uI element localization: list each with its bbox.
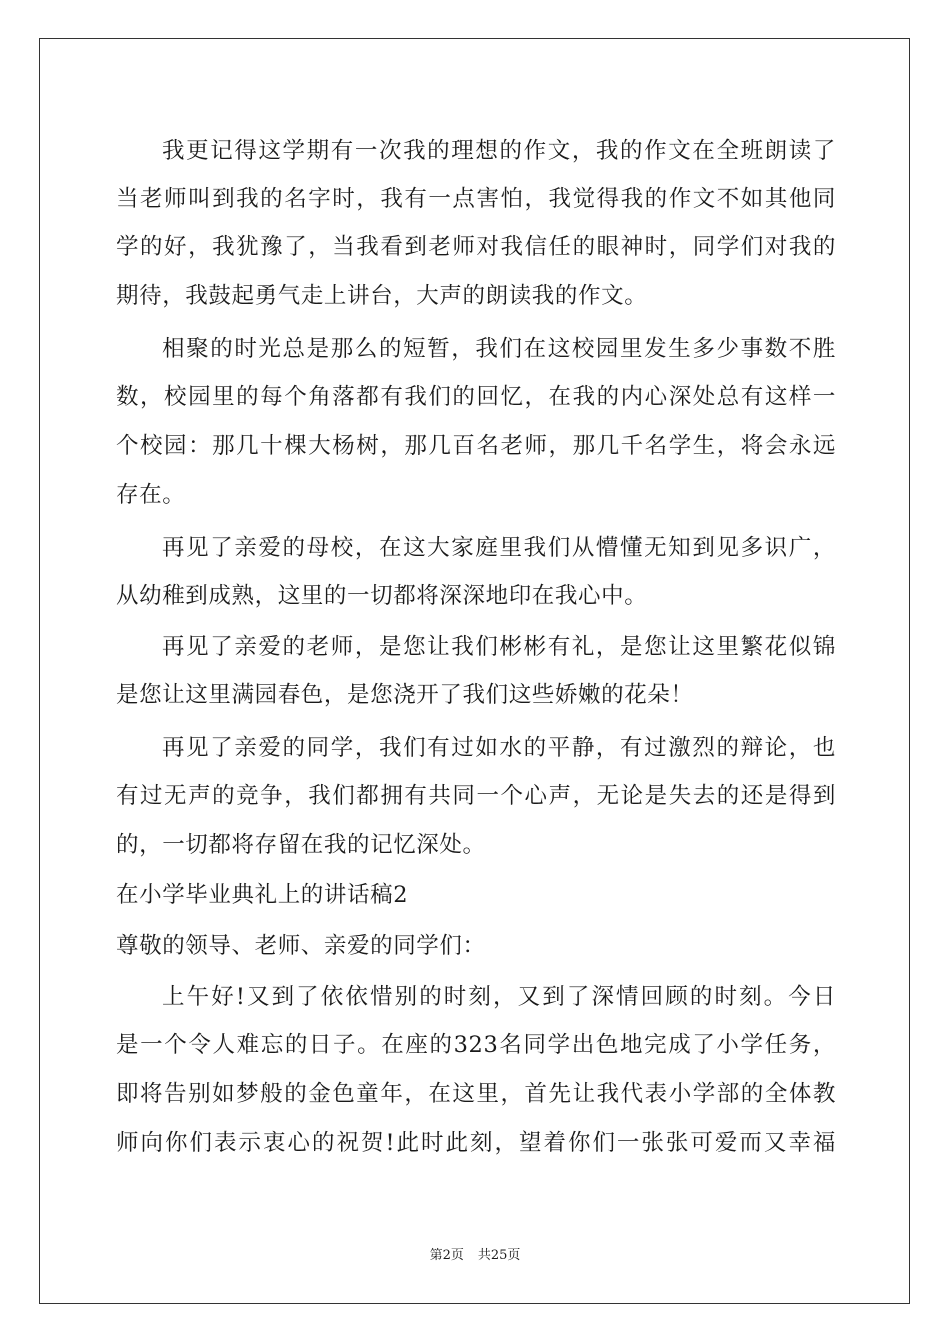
paragraph-line: 上午好!又到了依依惜别的时刻，又到了深情回顾的时刻。今日 (162, 984, 836, 1010)
paragraph-line: 再见了亲爱的老师，是您让我们彬彬有礼，是您让这里繁花似锦 (162, 634, 836, 660)
paragraph-line: 即将告别如梦般的金色童年，在这里，首先让我代表小学部的全体教 (116, 1081, 836, 1107)
paragraph-line: 从幼稚到成熟，这里的一切都将深深地印在我心中。 (116, 583, 648, 609)
section-heading: 在小学毕业典礼上的讲话稿2 (116, 882, 409, 908)
page-number: 第2页 (429, 1248, 464, 1263)
paragraph-line: 再见了亲爱的母校，在这大家庭里我们从懵懂无知到见多识广， (162, 535, 836, 561)
page-border (39, 38, 910, 1304)
paragraph-line: 师向你们表示衷心的祝贺!此时此刻，望着你们一张张可爱而又幸福 (116, 1130, 836, 1156)
paragraph-line: 当老师叫到我的名字时，我有一点害怕，我觉得我的作文不如其他同 (116, 186, 836, 212)
paragraph-line: 是一个令人难忘的日子。在座的323名同学出色地完成了小学任务， (116, 1032, 836, 1058)
paragraph-line: 个校园：那几十棵大杨树，那几百名老师，那几千名学生，将会永远 (116, 433, 836, 459)
paragraph-line: 有过无声的竞争，我们都拥有共同一个心声，无论是失去的还是得到 (116, 783, 836, 809)
paragraph-line: 的，一切都将存留在我的记忆深处。 (116, 832, 486, 858)
paragraph-line: 期待，我鼓起勇气走上讲台，大声的朗读我的作文。 (116, 283, 648, 309)
salutation: 尊敬的领导、老师、亲爱的同学们： (116, 933, 486, 959)
paragraph-line: 是您让这里满园春色，是您浇开了我们这些娇嫩的花朵！ (116, 682, 694, 708)
page-total: 共25页 (477, 1248, 521, 1263)
page-footer (0, 1248, 950, 1264)
paragraph-line: 再见了亲爱的同学，我们有过如水的平静，有过激烈的辩论，也 (162, 735, 836, 761)
paragraph-line: 数，校园里的每个角落都有我们的回忆，在我的内心深处总有这样一 (116, 384, 836, 410)
paragraph-line: 我更记得这学期有一次我的理想的作文，我的作文在全班朗读了 (162, 138, 836, 164)
paragraph-line: 存在。 (116, 482, 186, 508)
paragraph-line: 学的好，我犹豫了，当我看到老师对我信任的眼神时，同学们对我的 (116, 234, 836, 260)
paragraph-line: 相聚的时光总是那么的短暂，我们在这校园里发生多少事数不胜 (162, 336, 836, 362)
